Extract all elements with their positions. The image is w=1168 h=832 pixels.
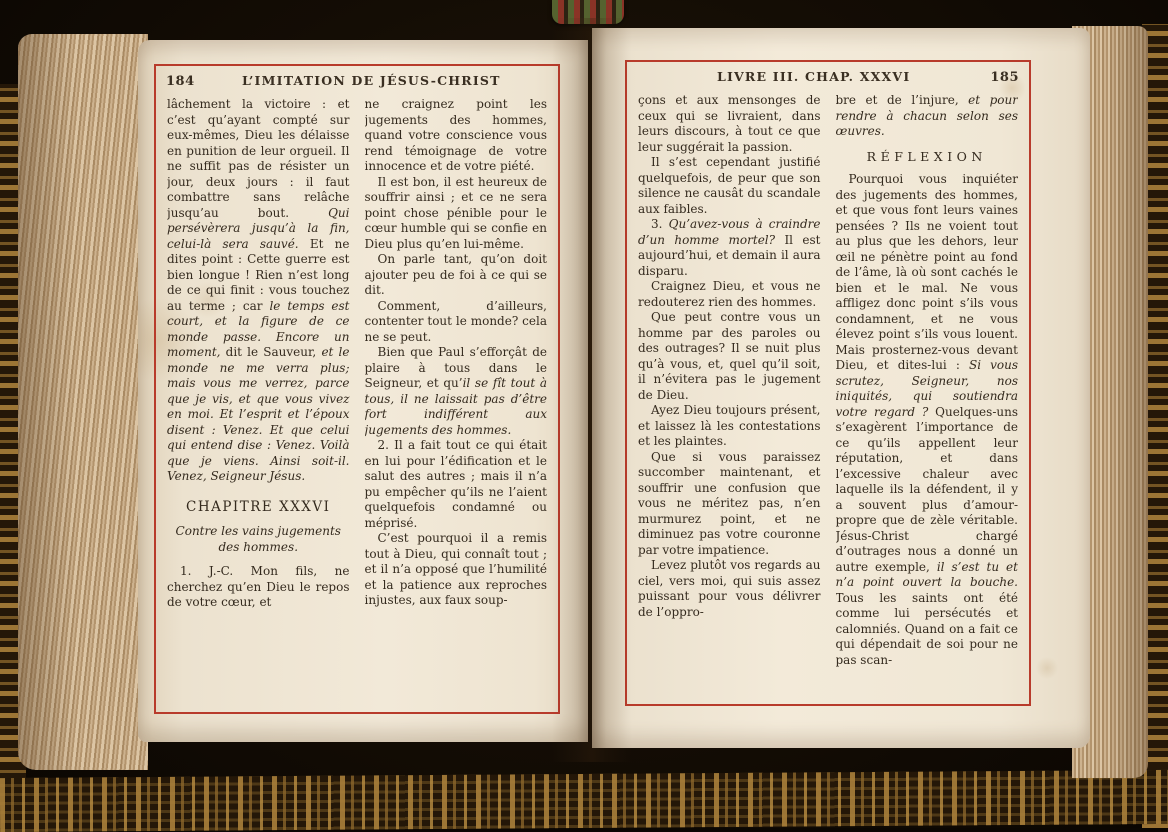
paragraph: Il est bon, il est heureux de souffrir ainsi ; et ce ne sera point chose pénible pour le cœur humble qui se confie en Dieu plus qu’en lui-même. [364, 174, 547, 251]
paragraph: 1. J.-C. Mon fils, ne cherchez qu’en Dieu le repos de votre cœur, et [167, 564, 350, 609]
paragraph: Levez plutôt vos regards au ciel, vers moi, qui suis assez puissant pour vous délivrer de l’oppro- [638, 558, 821, 619]
paragraph: çons et aux mensonges de ceux qui se livraient, dans leurs discours, à tout ce que leur suggérait la passion. [638, 93, 821, 154]
right-page [592, 28, 1090, 748]
left-page [138, 40, 588, 742]
paragraph: Bien que Paul s’efforçât de plaire à tous dans le Seigneur, et qu’il se fît tout à tous, il ne laissait pas d’être fort indifférent aux jugements des hommes. [364, 345, 547, 437]
left-page-columns [156, 92, 558, 712]
left-running-title: L’IMITATION DE JÉSUS-CHRIST [242, 73, 501, 88]
paragraph: Que peut contre vous un homme par des paroles ou des outrages? Il se nuit plus qu’à vous, et, quel qu’il soit, il n’évitera pas le jugement de Dieu. [638, 310, 821, 402]
paragraph: ne craignez point les jugements des hommes, quand votre conscience vous rend témoignage de votre innocence et de votre piété. [364, 97, 547, 173]
paragraph: Comment, d’ailleurs, contenter tout le monde? cela ne se peut. [364, 298, 547, 344]
paragraph: 3. Qu’avez-vous à craindre d’un homme mortel? Il est aujourd’hui, et demain il aura disparu. [638, 217, 821, 278]
left-page-red-frame [154, 64, 560, 714]
page-fore-edges-left [18, 34, 148, 770]
left-page-column-2 [365, 97, 548, 706]
left-page-header [156, 66, 558, 92]
paragraph: Il s’est cependant justifié quelquefois, de peur que son silence ne causât du scandale aux faibles. [638, 155, 821, 216]
right-page-header [627, 62, 1029, 88]
paragraph: Ayez Dieu toujours présent, et laissez là les contestations et les plaintes. [638, 403, 821, 448]
chapter-heading: CHAPITRE XXXVI [186, 498, 331, 515]
left-page-column-1 [167, 97, 350, 706]
spine-headband [552, 0, 624, 24]
chapter-subtitle: Contre les vains jugements des hommes. [175, 524, 341, 554]
right-page-columns [627, 88, 1029, 704]
section-heading: RÉFLEXION [866, 148, 987, 164]
paragraph: Craignez Dieu, et vous ne redouterez rien des hommes. [638, 279, 821, 309]
left-page-number: 184 [166, 74, 195, 89]
right-page-number: 185 [990, 70, 1019, 85]
right-page-column-1 [638, 93, 821, 698]
paragraph: Que si vous paraissez succomber maintenant, et souffrir une confusion que vous ne méritez pas, n’en murmurez point, et ne diminuez pas votre couronne par votre impatience. [638, 449, 821, 557]
paragraph: C’est pourquoi il a remis tout à Dieu, qui connaît tout ; et il n’a opposé que l’humilité et la patience aux reproches injustes, aux faux soup- [364, 531, 547, 607]
paragraph: lâchement la victoire : et c’est qu’ayant compté sur eux-mêmes, Dieu les délaisse en punition de leur orgueil. Il ne suffit pas de résister un jour, deux jours : il faut combattre sans relâche jusqu’au bout. Qui persévèrera jusqu’à la fin, celui-là sera sauvé. Et ne dites point : Cette guerre est bien longue ! Rien n’est long de ce qui finit : vous touchez au terme ; car le temps est court, et la figure de ce monde passe. Encore un moment, dit le Sauveur, et le monde ne me verra plus; mais vous me verrez, parce que je vis, et que vous vivez en moi. Et l’esprit et l’époux disent : Venez. Et que celui qui entend dise : Venez. Voilà que je viens. Ainsi soit-il. Venez, Seigneur Jésus. [167, 97, 350, 483]
paragraph: 2. Il a fait tout ce qui était en lui pour l’édification et le salut des autres ; mais il n’a pu empêcher qu’ils ne l’aient quelquefois condamné ou méprisé. [364, 438, 547, 530]
right-running-title: LIVRE III. CHAP. XXXVI [716, 69, 911, 84]
right-page-red-frame [625, 60, 1031, 706]
paragraph: Pourquoi vous inquiéter des jugements des hommes, et que vous font leurs vaines pensées ? Ils ne voient tout au plus que les dehors, leur œil ne pénètre point au fond de l’âme, là où sont cachés le bien et le mal. Ne vous affligez donc point s’ils vous condamnent, et ne vous élevez point s’ils vous louent. Mais prosternez-vous devant Dieu, et dites-lui : Si vous scrutez, Seigneur, nos iniquités, qui soutiendra votre regard ? Quelques-uns s’exagèrent l’importance de ce qu’ils appellent leur réputation, et dans l’excessive chaleur avec laquelle ils la défendent, il y a souvent plus d’amour-propre que de zèle véritable. Jésus-Christ chargé d’outrages nous a donné un autre exemple, il s’est tu et n’a point ouvert la bouche. Tous les saints ont été comme lui persécutés et calomniés. Quand on a fait ce qui dépendait de soi pour ne pas scan- [835, 172, 1018, 667]
right-page-column-2 [836, 93, 1019, 698]
paragraph: bre et de l’injure, et pour rendre à chacun selon ses œuvres. [835, 93, 1018, 138]
paragraph: On parle tant, qu’on doit ajouter peu de foi à ce qui se dit. [364, 252, 547, 297]
